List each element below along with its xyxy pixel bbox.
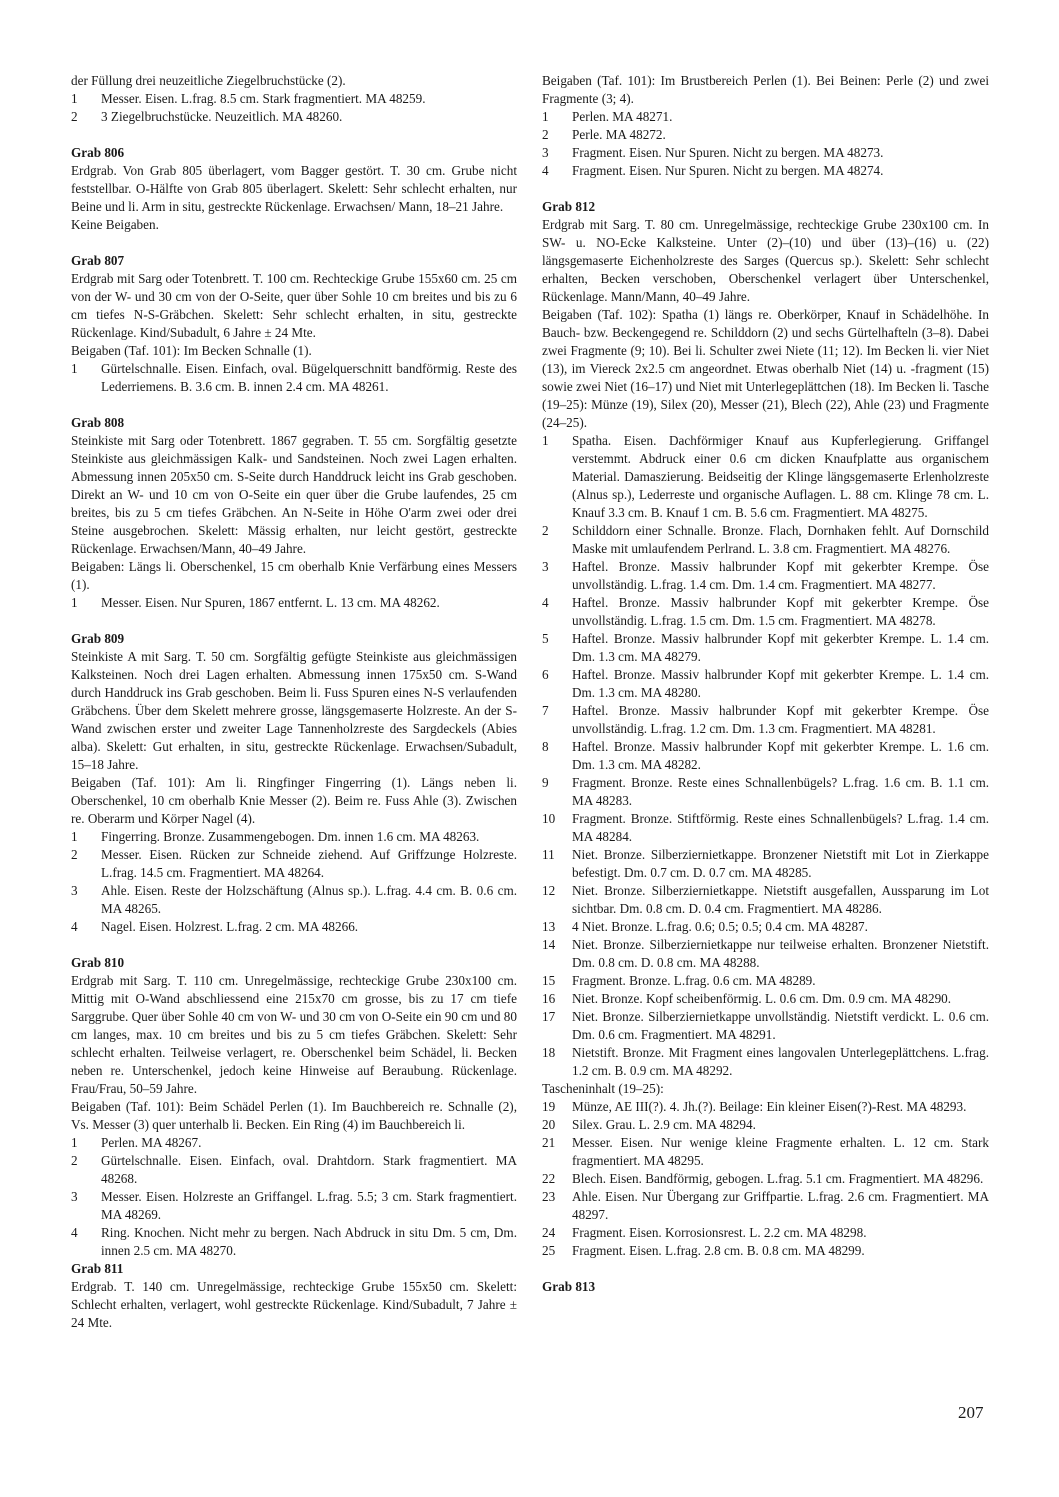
find-item xyxy=(542,1188,989,1224)
item-number: 2 xyxy=(71,109,78,124)
paragraph: Steinkiste mit Sarg oder Totenbrett. 1867 gegraben. T. 55 cm. Sorgfältig gesetzte Steinkiste aus gleichmässigen Kalk- und Sandsteinen. Noch zwei Lagen erhalten. Abmessung innen 205x50 cm. S-Seite durch Handdruck leicht ins Grab geschoben. Direkt an W- und 10 cm von O-Seite ein quer über die Grube laufendes, 25 cm breites, bis zu 5 cm tiefes Gräbchen. An N-Seite in Höhe O'arm zwei oder drei Steine ausgebrochen. Skelett: Mässig erhalten, nur leicht gestört, gestreckte Rückenlage. Erwachsen/Mann, 40–49 Jahre. xyxy=(71,433,517,556)
find-item xyxy=(71,918,517,936)
paragraph: Beigaben: Längs li. Oberschenkel, 15 cm oberhalb Knie Verfärbung eines Messers (1). xyxy=(71,559,517,592)
item-text: Fragment. Bronze. Stiftförmig. Reste eines Schnallenbügels? L.frag. 1.4 cm. MA 48284. xyxy=(572,811,989,844)
item-number: 17 xyxy=(542,1009,556,1024)
item-number: 22 xyxy=(542,1171,556,1186)
item-text: Blech. Eisen. Bandförmig, gebogen. L.frag. 5.1 cm. Fragmentiert. MA 48296. xyxy=(572,1171,984,1186)
item-number: 3 xyxy=(71,1189,78,1204)
item-number: 1 xyxy=(71,91,78,106)
paragraph: Beigaben (Taf. 101): Beim Schädel Perlen (1). Im Bauchbereich re. Schnalle (2), Vs. Messer (3) quer unterhalb li. Becken. Ein Ring (4) im Bauchbereich li. xyxy=(71,1099,517,1132)
paragraph: Erdgrab mit Sarg oder Totenbrett. T. 100 cm. Rechteckige Grube 155x60 cm. 25 cm von der W- und 30 cm von der O-Seite, quer über Sohle 10 cm breites und bis zu 6 cm tiefes N-S-Gräbchen. Skelett: Sehr schlecht erhalten, in situ, gestreckte Rückenlage. Kind/Subadult, 6 Jahre ± 24 Mte. xyxy=(71,271,517,340)
item-number: 16 xyxy=(542,991,556,1006)
item-text: Nagel. Eisen. Holzrest. L.frag. 2 cm. MA 48266. xyxy=(101,919,359,934)
item-text: Messer. Eisen. Nur wenige kleine Fragmente erhalten. L. 12 cm. Stark fragmentiert. MA 48295. xyxy=(572,1135,989,1168)
left-column xyxy=(71,72,517,1332)
find-item xyxy=(71,846,517,882)
item-number: 1 xyxy=(71,595,78,610)
item-text: Fingerring. Bronze. Zusammengebogen. Dm. innen 1.6 cm. MA 48263. xyxy=(101,829,480,844)
item-text: Messer. Eisen. Rücken zur Schneide ziehend. Auf Griffzunge Holzreste. L.frag. 14.5 cm. Fragmentiert. MA 48264. xyxy=(101,847,517,880)
item-number: 13 xyxy=(542,919,556,934)
find-item xyxy=(542,810,989,846)
item-text: Gürtelschnalle. Eisen. Einfach, oval. Drahtdorn. Stark fragmentiert. MA 48268. xyxy=(101,1153,517,1186)
item-text: Ring. Knochen. Nicht mehr zu bergen. Nach Abdruck in situ Dm. 5 cm, Dm. innen 2.5 cm. MA 48270. xyxy=(101,1225,517,1258)
find-item xyxy=(542,882,989,918)
find-item xyxy=(542,558,989,594)
item-number: 2 xyxy=(542,127,549,142)
item-number: 18 xyxy=(542,1045,556,1060)
item-number: 7 xyxy=(542,703,549,718)
find-item xyxy=(542,1134,989,1170)
item-number: 1 xyxy=(542,433,549,448)
item-number: 9 xyxy=(542,775,549,790)
find-item xyxy=(542,774,989,810)
paragraph: Beigaben (Taf. 101): Im Becken Schnalle (1). xyxy=(71,343,312,358)
item-text: Niet. Bronze. Silberziernietkappe unvollständig. Nietstift verdickt. L. 0.6 cm. Dm. 0.6 cm. Fragmentiert. MA 48291. xyxy=(572,1009,989,1042)
section-heading: Grab 806 xyxy=(71,145,125,160)
find-item xyxy=(542,162,989,180)
find-item xyxy=(542,1242,989,1260)
section-heading: Grab 807 xyxy=(71,253,125,268)
item-number: 3 xyxy=(71,883,78,898)
find-item xyxy=(542,1044,989,1080)
item-number: 6 xyxy=(542,667,549,682)
find-item xyxy=(542,108,989,126)
item-number: 10 xyxy=(542,811,556,826)
section-heading: Grab 811 xyxy=(71,1261,124,1276)
item-text: Haftel. Bronze. Massiv halbrunder Kopf mit gekerbter Krempe. L. 1.4 cm. Dm. 1.3 cm. MA 48280. xyxy=(572,667,989,700)
find-item xyxy=(542,846,989,882)
item-number: 23 xyxy=(542,1189,556,1204)
find-item xyxy=(71,90,517,108)
paragraph: Erdgrab. T. 140 cm. Unregelmässige, rechteckige Grube 155x50 cm. Skelett: Schlecht erhalten, verlagert, wohl gestreckte Rückenlage. Kind/Subadult, 7 Jahre ± 24 Mte. xyxy=(71,1279,517,1330)
page-number: 207 xyxy=(958,1403,984,1422)
item-text: Fragment. Eisen. Nur Spuren. Nicht zu bergen. MA 48274. xyxy=(572,163,884,178)
item-text: Haftel. Bronze. Massiv halbrunder Kopf mit gekerbter Krempe. Öse unvollständig. L.frag. 1.2 cm. Dm. 1.3 cm. Fragmentiert. MA 48281. xyxy=(572,703,989,736)
find-item xyxy=(542,1116,989,1134)
item-text: Fragment. Eisen. Nur Spuren. Nicht zu bergen. MA 48273. xyxy=(572,145,884,160)
item-text: Gürtelschnalle. Eisen. Einfach, oval. Bügelquerschnitt bandförmig. Reste des Lederriemens. B. 3.6 cm. B. innen 2.4 cm. MA 48261. xyxy=(101,361,517,394)
find-item xyxy=(71,1224,517,1260)
item-text: Münze, AE III(?). 4. Jh.(?). Beilage: Ein kleiner Eisen(?)-Rest. MA 48293. xyxy=(572,1099,967,1114)
item-number: 1 xyxy=(542,109,549,124)
section-heading: Grab 810 xyxy=(71,955,125,970)
item-number: 4 xyxy=(71,1225,78,1240)
right-column xyxy=(542,72,989,1296)
item-text: Fragment. Eisen. Korrosionsrest. L. 2.2 cm. MA 48298. xyxy=(572,1225,867,1240)
item-number: 21 xyxy=(542,1135,556,1150)
find-item xyxy=(542,144,989,162)
item-number: 2 xyxy=(71,1153,78,1168)
item-number: 24 xyxy=(542,1225,556,1240)
section-heading: Grab 809 xyxy=(71,631,125,646)
item-text: Perlen. MA 48271. xyxy=(572,109,673,124)
find-item xyxy=(542,126,989,144)
find-item xyxy=(71,108,517,126)
find-item xyxy=(542,972,989,990)
paragraph: Steinkiste A mit Sarg. T. 50 cm. Sorgfältig gefügte Steinkiste aus gleichmässigen Kalksteinen. Noch drei Lagen erhalten. Abmessung innen 175x50 cm. S-Wand durch Handdruck ins Grab geschoben. Beim li. Fuss Spuren eines N-S verlaufenden Gräbchens. Über dem Skelett mehrere grosse, längsgemaserte Holzreste. An der S-Wand zwischen erster und zweiter Lage Tannenholzreste des Sargdeckels (Abies alba). Skelett: Gut erhalten, in situ, gestreckte Rückenlage. Erwachsen/Subadult, 15–18 Jahre. xyxy=(71,649,517,772)
item-text: Haftel. Bronze. Massiv halbrunder Kopf mit gekerbter Krempe. L. 1.4 cm. Dm. 1.3 cm. MA 48279. xyxy=(572,631,989,664)
item-number: 25 xyxy=(542,1243,556,1258)
find-item xyxy=(542,1224,989,1242)
section-heading: Grab 812 xyxy=(542,199,596,214)
item-number: 14 xyxy=(542,937,556,952)
item-number: 15 xyxy=(542,973,556,988)
item-number: 20 xyxy=(542,1117,556,1132)
item-text: Nietstift. Bronze. Mit Fragment eines langovalen Unterlegeplättchens. L.frag. 1.2 cm. B. 0.9 cm. MA 48292. xyxy=(572,1045,989,1078)
find-item xyxy=(71,1152,517,1188)
find-item xyxy=(542,432,989,522)
paragraph: Keine Beigaben. xyxy=(71,217,159,232)
paragraph: Erdgrab. Von Grab 805 überlagert, vom Bagger gestört. T. 30 cm. Grube nicht feststellbar. O-Hälfte von Grab 805 überlagert. Skelett: Sehr schlecht erhalten, nur Beine und li. Arm in situ, gestreckte Rückenlage. Erwachsen/ Mann, 18–21 Jahre. xyxy=(71,163,517,214)
item-text: Niet. Bronze. Silberziernietkappe. Nietstift ausgefallen, Aussparung im Lot sichtbar. Dm. 0.8 cm. D. 0.4 cm. Fragmentiert. MA 48286. xyxy=(572,883,989,916)
find-item xyxy=(542,702,989,738)
find-item xyxy=(71,1188,517,1224)
find-item xyxy=(542,1098,989,1116)
find-item xyxy=(542,522,989,558)
find-item xyxy=(71,828,517,846)
item-number: 11 xyxy=(542,847,555,862)
item-number: 1 xyxy=(71,829,78,844)
paragraph: der Füllung drei neuzeitliche Ziegelbruchstücke (2). xyxy=(71,73,346,88)
item-text: Haftel. Bronze. Massiv halbrunder Kopf mit gekerbter Krempe. Öse unvollständig. L.frag. 1.5 cm. Dm. 1.5 cm. Fragmentiert. MA 48278. xyxy=(572,595,989,628)
item-text: Messer. Eisen. L.frag. 8.5 cm. Stark fragmentiert. MA 48259. xyxy=(101,91,426,106)
item-text: Perlen. MA 48267. xyxy=(101,1135,202,1150)
item-text: Silex. Grau. L. 2.9 cm. MA 48294. xyxy=(572,1117,756,1132)
find-item xyxy=(71,1134,517,1152)
item-number: 19 xyxy=(542,1099,556,1114)
paragraph: Erdgrab mit Sarg. T. 110 cm. Unregelmässige, rechteckige Grube 230x100 cm. Mittig mit O-Wand abschliessend eine 215x70 cm grosse, bis zu 17 cm tiefe Sarggrube. Quer über Sohle 40 cm von W- und 30 cm von O-Seite ein 90 cm und 80 cm langes, max. 10 cm breites und bis zu 5 cm tiefes Gräbchen. Skelett: Sehr schlecht erhalten. Teilweise verlagert, re. Oberschenkel beim Schädel, li. Becken neben re. Unterschenkel, jedoch keine Hinweise auf Beraubung. Rückenlage. Frau/Frau, 50–59 Jahre. xyxy=(71,973,517,1096)
item-text: Fragment. Bronze. Reste eines Schnallenbügels? L.frag. 1.6 cm. B. 1.1 cm. MA 48283. xyxy=(572,775,989,808)
find-item xyxy=(542,738,989,774)
item-number: 3 xyxy=(542,559,549,574)
item-text: Ahle. Eisen. Reste der Holzschäftung (Alnus sp.). L.frag. 4.4 cm. B. 0.6 cm. MA 48265. xyxy=(101,883,517,916)
item-number: 5 xyxy=(542,631,549,646)
find-item xyxy=(71,594,517,612)
item-text: 4 Niet. Bronze. L.frag. 0.6; 0.5; 0.5; 0.4 cm. MA 48287. xyxy=(572,919,868,934)
item-text: Fragment. Eisen. L.frag. 2.8 cm. B. 0.8 cm. MA 48299. xyxy=(572,1243,865,1258)
item-number: 4 xyxy=(542,595,549,610)
item-number: 3 xyxy=(542,145,549,160)
item-text: Messer. Eisen. Nur Spuren, 1867 entfernt. L. 13 cm. MA 48262. xyxy=(101,595,440,610)
find-item xyxy=(542,990,989,1008)
section-heading: Grab 808 xyxy=(71,415,125,430)
item-number: 1 xyxy=(71,1135,78,1150)
find-item xyxy=(71,360,517,396)
find-item xyxy=(71,882,517,918)
item-number: 1 xyxy=(71,361,78,376)
item-number: 8 xyxy=(542,739,549,754)
item-number: 2 xyxy=(542,523,549,538)
item-text: Haftel. Bronze. Massiv halbrunder Kopf mit gekerbter Krempe. Öse unvollständig. L.frag. 1.4 cm. Dm. 1.4 cm. Fragmentiert. MA 48277. xyxy=(572,559,989,592)
find-item xyxy=(542,936,989,972)
find-item xyxy=(542,1008,989,1044)
find-item xyxy=(542,594,989,630)
item-text: Fragment. Bronze. L.frag. 0.6 cm. MA 48289. xyxy=(572,973,816,988)
paragraph: Beigaben (Taf. 101): Am li. Ringfinger Fingerring (1). Längs neben li. Oberschenkel, 10 cm oberhalb Knie Messer (2). Beim re. Fuss Ahle (3). Zwischen re. Oberarm und Körper Nagel (4). xyxy=(71,775,517,826)
item-number: 4 xyxy=(542,163,549,178)
item-text: Niet. Bronze. Silberziernietkappe nur teilweise erhalten. Bronzener Nietstift. Dm. 0.8 cm. D. 0.8 cm. MA 48288. xyxy=(572,937,989,970)
paragraph: Erdgrab mit Sarg. T. 80 cm. Unregelmässige, rechteckige Grube 230x100 cm. In SW- u. NO-Ecke Kalksteine. Unter (2)–(10) und über (13)–(16) u. (22) längsgemaserte Eichenholzreste des Sarges (Quercus sp.). Skelett: Sehr schlecht erhalten, Becken verschoben, Oberschenkel verlagert über Unterschenkel, Rückenlage. Mann/Mann, 40–49 Jahre. xyxy=(542,217,989,304)
paragraph: Tascheninhalt (19–25): xyxy=(542,1081,664,1096)
find-item xyxy=(542,1170,989,1188)
item-text: Niet. Bronze. Silberziernietkappe. Bronzener Nietstift mit Lot in Zierkappe befestigt. Dm. 0.7 cm. D. 0.7 cm. MA 48285. xyxy=(572,847,989,880)
item-number: 4 xyxy=(71,919,78,934)
item-text: Perle. MA 48272. xyxy=(572,127,666,142)
find-item xyxy=(542,666,989,702)
find-item xyxy=(542,630,989,666)
item-text: Haftel. Bronze. Massiv halbrunder Kopf mit gekerbter Krempe. L. 1.6 cm. Dm. 1.3 cm. MA 48282. xyxy=(572,739,989,772)
item-text: Schilddorn einer Schnalle. Bronze. Flach, Dornhaken fehlt. Auf Dornschild Maske mit umlaufendem Perlrand. L. 3.8 cm. Fragmentiert. MA 48276. xyxy=(572,523,989,556)
find-item xyxy=(542,918,989,936)
item-number: 12 xyxy=(542,883,556,898)
item-text: Messer. Eisen. Holzreste an Griffangel. L.frag. 5.5; 3 cm. Stark fragmentiert. MA 48269. xyxy=(101,1189,517,1222)
paragraph: Beigaben (Taf. 101): Im Brustbereich Perlen (1). Bei Beinen: Perle (2) und zwei Fragmente (3; 4). xyxy=(542,73,989,106)
item-text: Ahle. Eisen. Nur Übergang zur Griffpartie. L.frag. 2.6 cm. Fragmentiert. MA 48297. xyxy=(572,1189,989,1222)
paragraph: Beigaben (Taf. 102): Spatha (1) längs re. Oberkörper, Knauf in Schädelhöhe. In Bauch- bzw. Beckengegend re. Schilddorn (2) und sechs Gürtelhafteln (3–8). Dabei zwei Fragmente (9; 10). Bei li. Schulter zwei Niete (11; 12). Im Becken li. vier Niet (13), im Viereck 2x2.5 cm angeordnet. Etwas oberhalb Niet (14) u. -fragment (15) sowie zwei Niet (16–17) und Niet mit Unterlegeplättchen (18). Im Becken li. Tasche (19–25): Münze (19), Silex (20), Messer (21), Blech (22), Ahle (23) und Fragmente (24–25). xyxy=(542,307,989,430)
item-text: 3 Ziegelbruchstücke. Neuzeitlich. MA 48260. xyxy=(101,109,343,124)
item-text: Spatha. Eisen. Dachförmiger Knauf aus Kupferlegierung. Griffangel verstemmt. Abdruck einer 0.6 cm dicken Knaufplatte aus organischem Material. Damaszierung. Beidseitig der Klinge längsgemaserte Erlenholzreste (Alnus sp.), Lederreste und organische Auflagen. L. 88 cm. Klinge 78 cm. L. Knauf 3.3 cm. B. Knauf 1 cm. B. 5.6 cm. Fragmentiert. MA 48275. xyxy=(572,433,989,520)
section-heading: Grab 813 xyxy=(542,1279,596,1294)
item-number: 2 xyxy=(71,847,78,862)
item-text: Niet. Bronze. Kopf scheibenförmig. L. 0.6 cm. Dm. 0.9 cm. MA 48290. xyxy=(572,991,952,1006)
